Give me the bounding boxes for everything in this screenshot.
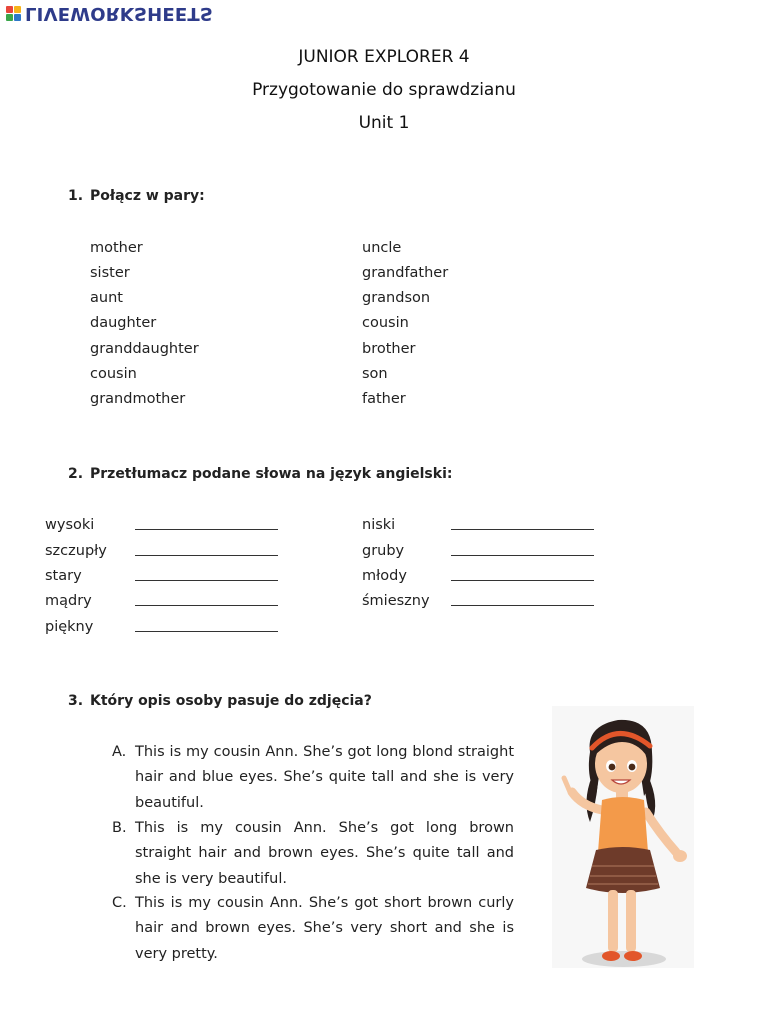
translate-word: stary <box>45 568 82 584</box>
answer-blank-madry[interactable] <box>135 605 278 606</box>
answer-blank-gruby[interactable] <box>451 555 594 556</box>
option-text: This is my cousin Ann. She’s got long blond straight hair and blue eyes. She’s quite tall and she is very beautiful. <box>135 744 514 811</box>
match-right-word: father <box>362 391 406 407</box>
option-letter: A. <box>112 744 127 760</box>
section3-heading <box>68 693 372 709</box>
match-left-word: granddaughter <box>90 341 199 357</box>
worksheet-unit: Unit 1 <box>358 113 410 133</box>
answer-option-b[interactable] <box>112 816 514 892</box>
match-right-word: cousin <box>362 315 409 331</box>
section3-question: Który opis osoby pasuje do zdjęcia? <box>90 693 372 709</box>
section2-heading <box>68 466 452 482</box>
section3-number: 3. <box>68 693 84 709</box>
option-text: This is my cousin Ann. She’s got long brown straight hair and brown eyes. She’s quite tall and she is very beautiful. <box>135 820 514 887</box>
answer-option-a[interactable] <box>112 740 514 816</box>
match-left-word: cousin <box>90 366 137 382</box>
translate-word: mądry <box>45 593 92 609</box>
match-left-word: aunt <box>90 290 123 306</box>
answer-option-c[interactable] <box>112 891 514 967</box>
match-left-word: mother <box>90 240 143 256</box>
answer-blank-mlody[interactable] <box>451 580 594 581</box>
logo-mark-icon <box>6 6 21 21</box>
section1-number: 1. <box>68 188 84 204</box>
answer-blank-niski[interactable] <box>451 529 594 530</box>
worksheet-title: JUNIOR EXPLORER 4 <box>298 47 470 67</box>
option-letter: B. <box>112 820 127 836</box>
match-right-word: grandson <box>362 290 431 306</box>
translate-word: gruby <box>362 543 405 559</box>
translate-word: wysoki <box>45 517 95 533</box>
section1-instruction: Połącz w pary: <box>90 188 205 204</box>
match-right-word: grandfather <box>362 265 449 281</box>
liveworksheets-logo[interactable] <box>6 3 213 23</box>
translate-word: śmieszny <box>362 593 430 609</box>
section1-heading <box>68 188 205 204</box>
match-left-word: daughter <box>90 315 157 331</box>
match-right-word: uncle <box>362 240 402 256</box>
translate-word: szczupły <box>45 543 107 559</box>
match-right-word: brother <box>362 341 416 357</box>
translate-word: niski <box>362 517 396 533</box>
worksheet-subtitle: Przygotowanie do sprawdzianu <box>252 80 516 100</box>
match-right-word: son <box>362 366 388 382</box>
answer-blank-piekny[interactable] <box>135 631 278 632</box>
option-text: This is my cousin Ann. She’s got short brown curly hair and brown eyes. She’s very short and she is very pretty. <box>135 895 514 962</box>
section2-number: 2. <box>68 466 84 482</box>
match-left-word: sister <box>90 265 130 281</box>
answer-blank-smieszny[interactable] <box>451 605 594 606</box>
girl-illustration <box>548 706 696 974</box>
answer-blank-szczuply[interactable] <box>135 555 278 556</box>
translate-word: młody <box>362 568 407 584</box>
logo-text: LIVEWORKSHEETS <box>25 3 214 24</box>
option-letter: C. <box>112 895 127 911</box>
answer-blank-stary[interactable] <box>135 580 278 581</box>
answer-blank-wysoki[interactable] <box>135 529 278 530</box>
match-left-word: grandmother <box>90 391 186 407</box>
translate-word: piękny <box>45 619 94 635</box>
section2-instruction: Przetłumacz podane słowa na język angielski: <box>90 466 453 482</box>
